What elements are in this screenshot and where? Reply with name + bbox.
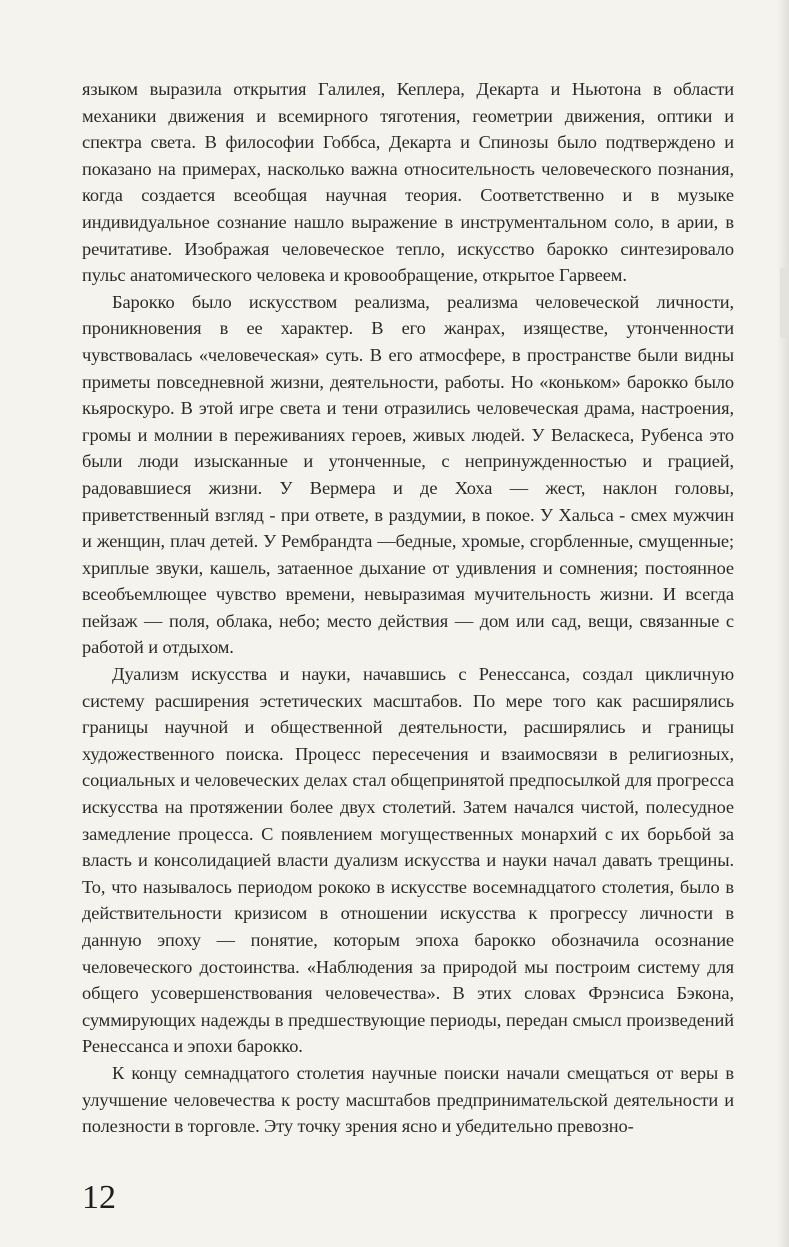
paragraph-1: языком выразила открытия Галилея, Кеплера, Декарта и Ньютона в области механики движения и всемирного тяготения, геометрии движения, оптики и спектра света. В философии Гоббса, Декарта и Спинозы было подтверждено и показано на примерах, насколько важна относительность человеческого познания, когда создается всеобщая научная теория. Соответственно и в музыке индивидуальное сознание нашло выражение в инструментальном соло, в арии, в речитативе. Изображая человеческое тепло, искусство барокко синтезировало пульс анатомического человека и кровообращение, открытое Гарвеем.	[82, 79, 734, 286]
page-number: 12	[82, 1179, 116, 1216]
paragraph-4: К концу семнадцатого столетия научные поиски начали смещаться от веры в улучшение человечества к росту масштабов предпринимательской деятельности и полезности в торговле. Эту точку зрения ясно и убедительно превозно-	[82, 1062, 734, 1137]
page-edge-shadow	[777, 0, 789, 1247]
paragraph-2: Барокко было искусством реализма, реализма человеческой личности, проникновения в ее характер. В его жанрах, изяществе, утонченности чувствовалась «человеческая» суть. В его атмосфере, в пространстве были видны приметы повседневной жизни, деятельности, работы. Но «коньком» барокко было кьяроскуро. В этой игре света и тени отразились человеческая драма, настроения, громы и молнии в переживаниях героев, живых людей. У Веласкеса, Рубенса это были люди изысканные и утонченные, с непринужденностью и грацией, радовавшиеся жизни. У Вермера и де Хоха — жест, наклон головы, приветственный взгляд - при ответе, в раздумии, в покое. У Хальса - смех мужчин и женщин, плач детей. У Рембрандта —бедные, хромые, сгорбленные, смущенные; хриплые звуки, кашель, затаенное дыхание от удивления и сомнения; постоянное всеобъемлющее чувство времени, невыразимая мучительность жизни. И всегда пейзаж — поля, облака, небо; место действия — дом или сад, вещи, связанные с работой и отдыхом.	[82, 291, 734, 658]
paragraph-3: Дуализм искусства и науки, начавшись с Ренессанса, создал цикличную систему расширения эстетических масштабов. По мере того как расширялись границы научной и общественной деятельности, расширялись и границы художественного поиска. Процесс пересечения и взаимосвязи в религиозных, социальных и человеческих делах стал общепринятой предпосылкой для прогресса искусства на протяжении более двух столетий. Затем начался чистой, полесудное замедление процесса. С появлением могущественных монархий с их борьбой за власть и консолидацией власти дуализм искусства и науки начал давать трещины. То, что называлось периодом рококо в искусстве восемнадцатого столетия, было в действительности кризисом в отношении искусства к прогрессу личности в данную эпоху — понятие, которым эпоха барокко обозначила осознание человеческого достоинства. «Наблюдения за природой мы построим систему для общего усовершенствования человечества». В этих словах Фрэнсиса Бэкона, суммирующих надежды в предшествующие периоды, передан смысл произведений Ренессанса и эпохи барокко.	[82, 664, 734, 1057]
body-text	[82, 76, 734, 1140]
page-edge-tab	[780, 268, 789, 338]
